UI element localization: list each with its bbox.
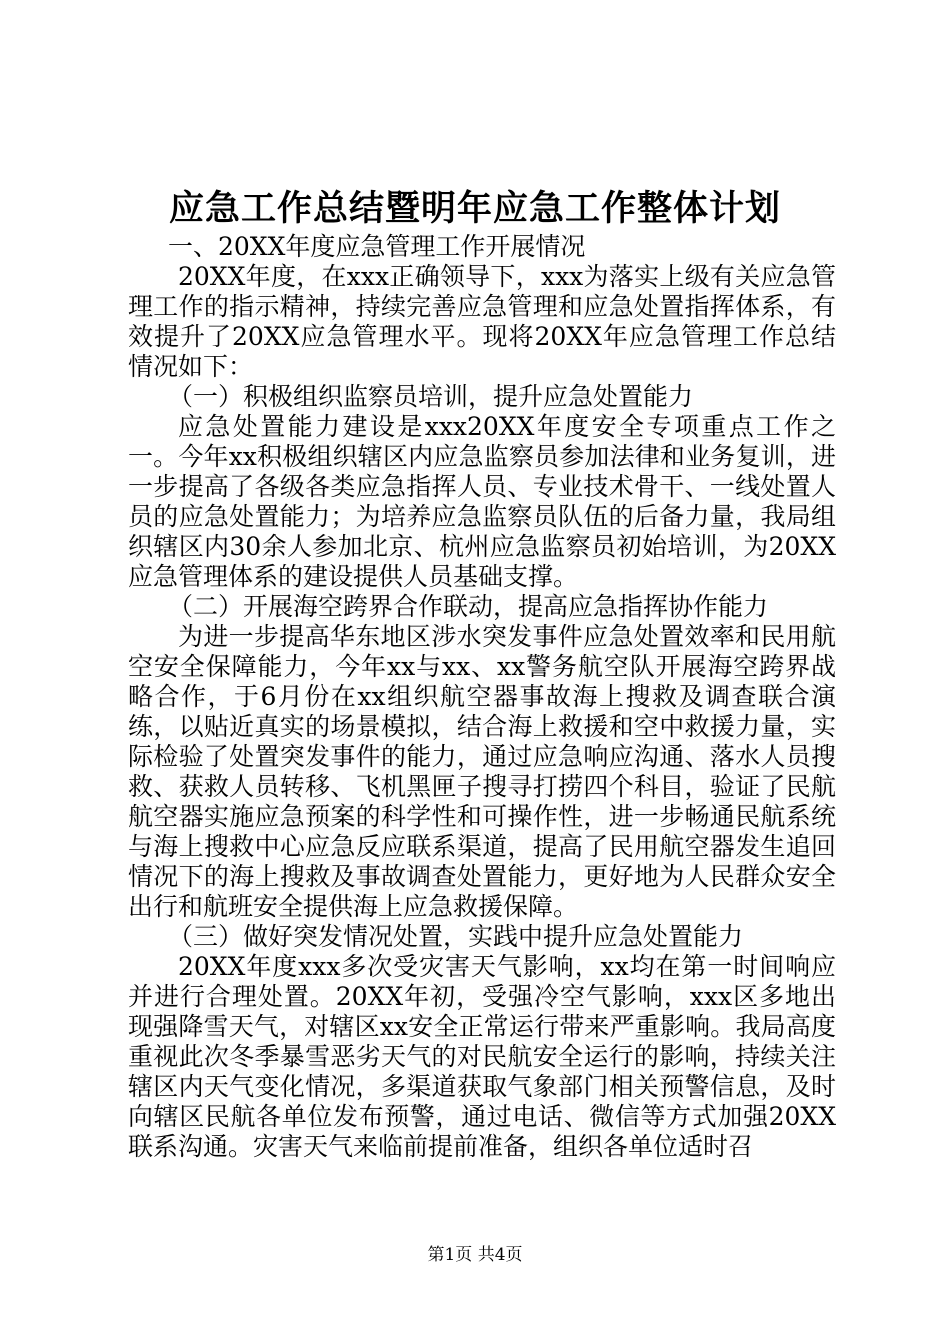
subsection-heading-1: （一）积极组织监察员培训，提升应急处置能力 (168, 382, 694, 411)
subsection-heading-3: （三）做好突发情况处置，实践中提升应急处置能力 (168, 922, 744, 951)
page-number: 第1页 共4页 (427, 1245, 523, 1265)
document-title: 应急工作总结暨明年应急工作整体计划 (168, 188, 781, 229)
section-heading-1: 一、20XX年度应急管理工作开展情况 (168, 232, 586, 261)
document-body (128, 232, 836, 1162)
paragraph-cooperation: 为进一步提高华东地区涉水突发事件应急处置效率和民用航空安全保障能力，今年xx与xx、xx警务航空队开展海空跨界战略合作，于6月份在xx组织航空器事故海上搜救及调查联合演练，以贴近真实的场景模拟，结合海上救援和空中救援力量，实际检验了处置突发事件的能力，通过应急响应沟通、落水人员搜救、获救人员转移、飞机黑匣子搜寻打捞四个科目，验证了民航航空器实施应急预案的科学性和可操作性，进一步畅通民航系统与海上搜救中心应急反应联系渠道，提高了民用航空器发生追回情况下的海上搜救及事故调查处置能力，更好地为人民群众安全出行和航班安全提供海上应急救援保障。 (128, 622, 836, 921)
paragraph-training: 应急处置能力建设是xxx20XX年度安全专项重点工作之一。今年xx积极组织辖区内应急监察员参加法律和业务复训，进一步提高了各级各类应急指挥人员、专业技术骨干、一线处置人员的应急处置能力；为培养应急监察员队伍的后备力量，我局组织辖区内30余人参加北京、杭州应急监察员初始培训，为20XX应急管理体系的建设提供人员基础支撑。 (128, 412, 836, 591)
subsection-heading-2: （二）开展海空跨界合作联动，提高应急指挥协作能力 (168, 592, 769, 621)
paragraph-emergency-response: 20XX年度xxx多次受灾害天气影响，xx均在第一时间响应并进行合理处置。20XX年初，受强冷空气影响，xxx区多地出现强降雪天气，对辖区xx安全正常运行带来严重影响。我局高度重视此次冬季暴雪恶劣天气的对民航安全运行的影响，持续关注辖区内天气变化情况，多渠道获取气象部门相关预警信息，及时向辖区民航各单位发布预警，通过电话、微信等方式加强20XX联系沟通。灾害天气来临前提前准备，组织各单位适时召 (128, 952, 836, 1161)
paragraph-intro: 20XX年度，在xxx正确领导下，xxx为落实上级有关应急管理工作的指示精神，持续完善应急管理和应急处置指挥体系，有效提升了20XX应急管理水平。现将20XX年应急管理工作总结情况如下： (128, 262, 836, 381)
